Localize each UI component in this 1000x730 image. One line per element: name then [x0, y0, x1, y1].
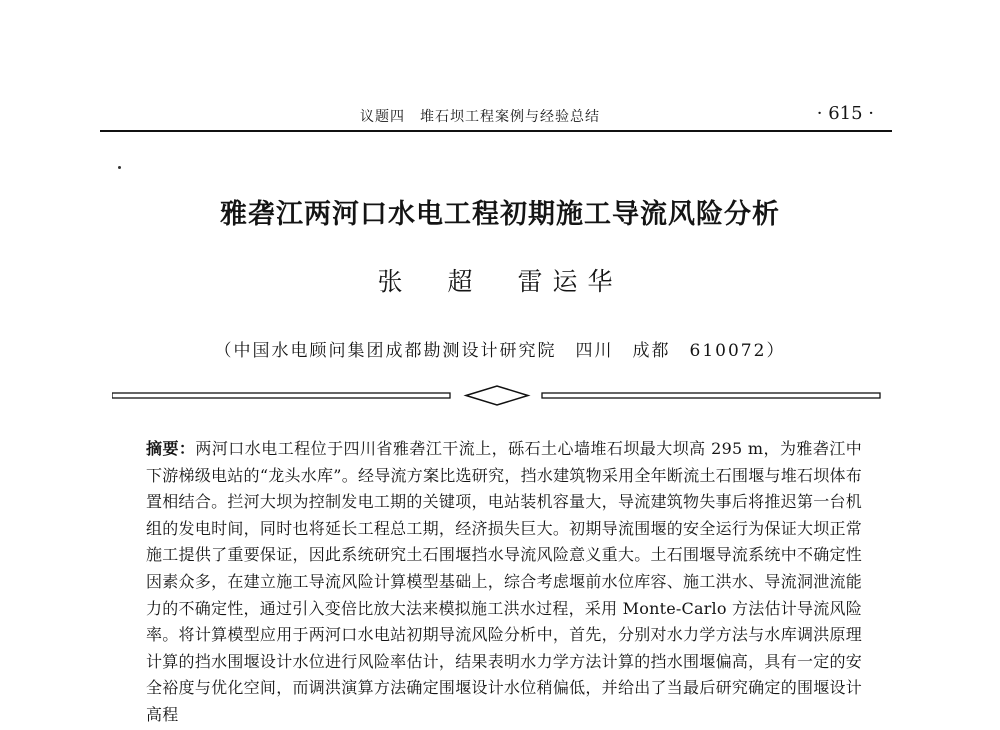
running-title: 议题四 堆石坝工程案例与经验总结 — [360, 109, 600, 125]
running-header — [100, 100, 892, 130]
ornamental-divider — [112, 384, 882, 408]
divider-diamond — [466, 386, 528, 405]
divider-right-bar — [542, 393, 880, 398]
paper-title: 雅砻江两河口水电工程初期施工导流风险分析 — [220, 199, 780, 230]
header-rule — [100, 130, 892, 132]
page-number: · 615 · — [816, 103, 874, 124]
abstract-label: 摘要： — [146, 439, 196, 458]
paper-affiliation: （中国水电顾问集团成都勘测设计研究院 四川 成都 610072） — [214, 341, 786, 361]
abstract-text: 两河口水电工程位于四川省雅砻江干流上，砾石土心墙堆石坝最大坝高 295 m，为雅砻江中下游梯级电站的“龙头水库”。经导流方案比选研究，挡水建筑物采用全年断流土石围堰与堆石坝体布置相结合。拦河大坝为控制发电工期的关键项，电站装机容量大，导流建筑物失事后将推迟第一台机组的发电时间，同时也将延长工程总工期，经济损失巨大。初期导流围堰的安全运行为保证大坝正常施工提供了重要保证，因此系统研究土石围堰挡水导流风险意义重大。土石围堰导流系统中不确定性因素众多，在建立施工导流风险计算模型基础上，综合考虑堰前水位库容、施工洪水、导流洞泄流能力的不确定性，通过引入变倍比放大法来模拟施工洪水过程，采用 Monte-Carlo 方法估计导流风险率。将计算模型应用于两河口水电站初期导流风险分析中，首先，分别对水力学方法与水库调洪原理计算的挡水围堰设计水位进行风险率估计，结果表明水力学方法计算的挡水围堰偏高，具有一定的安全裕度与优化空间，而调洪演算方法确定围堰设计水位稍偏低，并给出了当最后研究确定的围堰设计高程 — [146, 439, 863, 724]
scan-speck — [118, 166, 121, 169]
abstract — [146, 436, 862, 729]
divider-left-bar — [112, 393, 450, 398]
paper-authors: 张 超 雷运华 — [377, 267, 623, 296]
